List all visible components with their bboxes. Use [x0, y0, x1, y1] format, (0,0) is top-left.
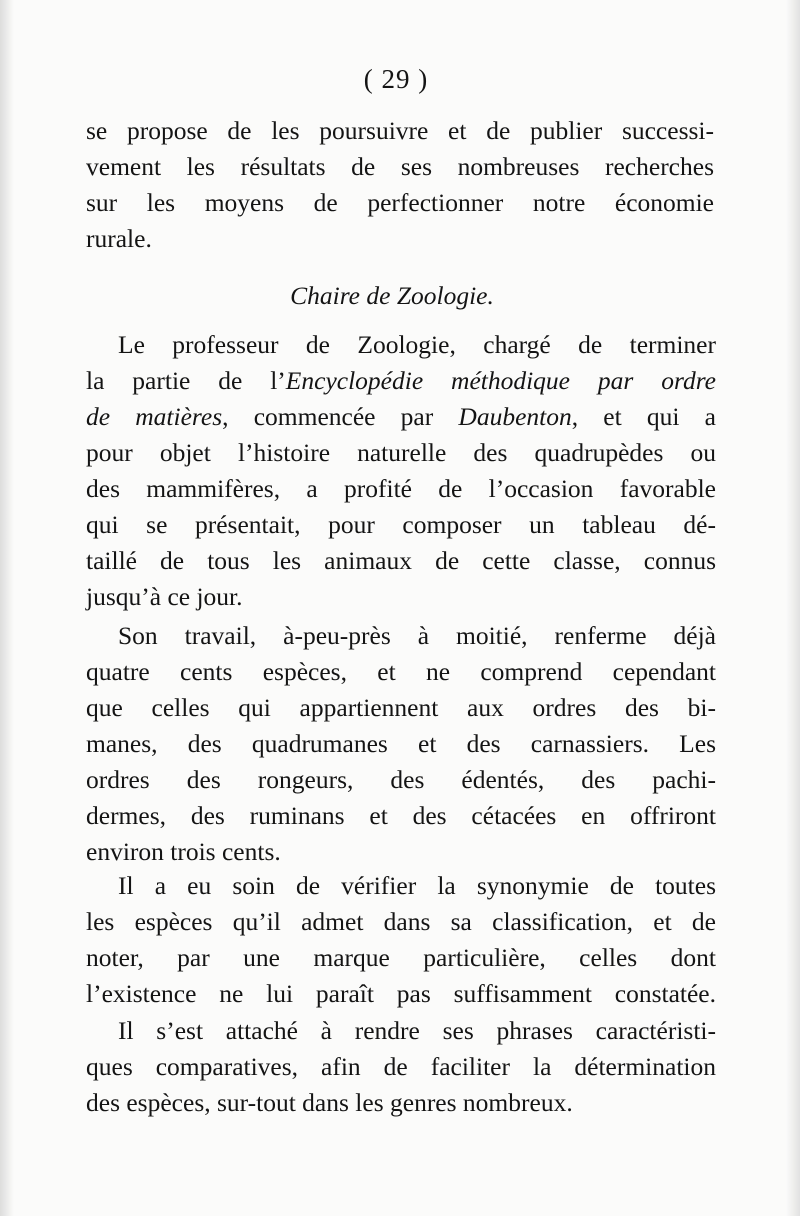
paragraph-4-line-4: l’existence ne lui paraît pas suffisamment constatée. — [86, 979, 716, 1008]
paragraph-2-line-3-text: , commencée par — [222, 402, 459, 431]
encyclopedie-title-cont: de matières — [86, 402, 223, 431]
paragraph-2-line-7: taillé de tous les animaux de cette classe, connus — [86, 546, 716, 575]
paragraph-4-line-1: Il a eu soin de vérifier la synonymie de toutes — [118, 871, 716, 900]
paragraph-1-line-4: rurale. — [86, 224, 152, 253]
paragraph-2-line-2 — [86, 363, 716, 399]
paragraph-1-line-1: se propose de les poursuivre et de publier successi- — [86, 116, 714, 145]
paragraph-2-line-1: Le professeur de Zoologie, chargé de terminer — [118, 330, 716, 359]
page-edge-shadow-left — [0, 0, 14, 1216]
paragraph-3-line-2: quatre cents espèces, et ne comprend cependant — [86, 657, 716, 686]
paragraph-2-line-4: pour objet l’histoire naturelle des quadrupèdes ou — [86, 438, 716, 467]
paragraph-1-line-2: vement les résultats de ses nombreuses recherches — [86, 152, 714, 181]
paragraph-2-line-3 — [86, 399, 716, 435]
page-edge-shadow-right — [786, 0, 800, 1216]
paragraph-3-line-7: environ trois cents. — [86, 837, 281, 866]
paragraph-2-line-8: jusqu’à ce jour. — [86, 582, 243, 611]
paragraph-3-line-1: Son travail, à-peu-près à moitié, renferme déjà — [118, 621, 716, 650]
encyclopedie-title: Encyclopédie méthodique par ordre — [285, 366, 716, 395]
paragraph-5-line-2: ques comparatives, afin de faciliter la détermination — [86, 1052, 716, 1081]
paragraph-3-line-4: manes, des quadrumanes et des carnassiers. Les — [86, 729, 716, 758]
daubenton-name: Daubenton — [458, 402, 572, 431]
paragraph-3-line-3: que celles qui appartiennent aux ordres des bi- — [86, 693, 716, 722]
paragraph-4-line-2: les espèces qu’il admet dans sa classification, et de — [86, 907, 716, 936]
paragraph-3-line-5: ordres des rongeurs, des édentés, des pachi- — [86, 765, 716, 794]
paragraph-1-line-3: sur les moyens de perfectionner notre économie — [86, 188, 714, 217]
paragraph-2-line-6: qui se présentait, pour composer un tableau dé- — [86, 510, 716, 539]
paragraph-2-line-2-text: la partie de l’ — [86, 366, 286, 395]
paragraph-2-line-3-end: , et qui a — [571, 402, 716, 431]
section-heading: Chaire de Zoologie. — [290, 281, 494, 310]
paragraph-4-line-3: noter, par une marque particulière, celles dont — [86, 943, 716, 972]
paragraph-5-line-3: des espèces, sur-tout dans les genres nombreux. — [86, 1088, 573, 1117]
paragraph-5-line-1: Il s’est attaché à rendre ses phrases caractéristi- — [118, 1016, 716, 1045]
page-number: ( 29 ) — [363, 64, 429, 94]
paragraph-2-line-5: des mammifères, a profité de l’occasion favorable — [86, 474, 716, 503]
paragraph-3-line-6: dermes, des ruminans et des cétacées en offriront — [86, 801, 716, 830]
